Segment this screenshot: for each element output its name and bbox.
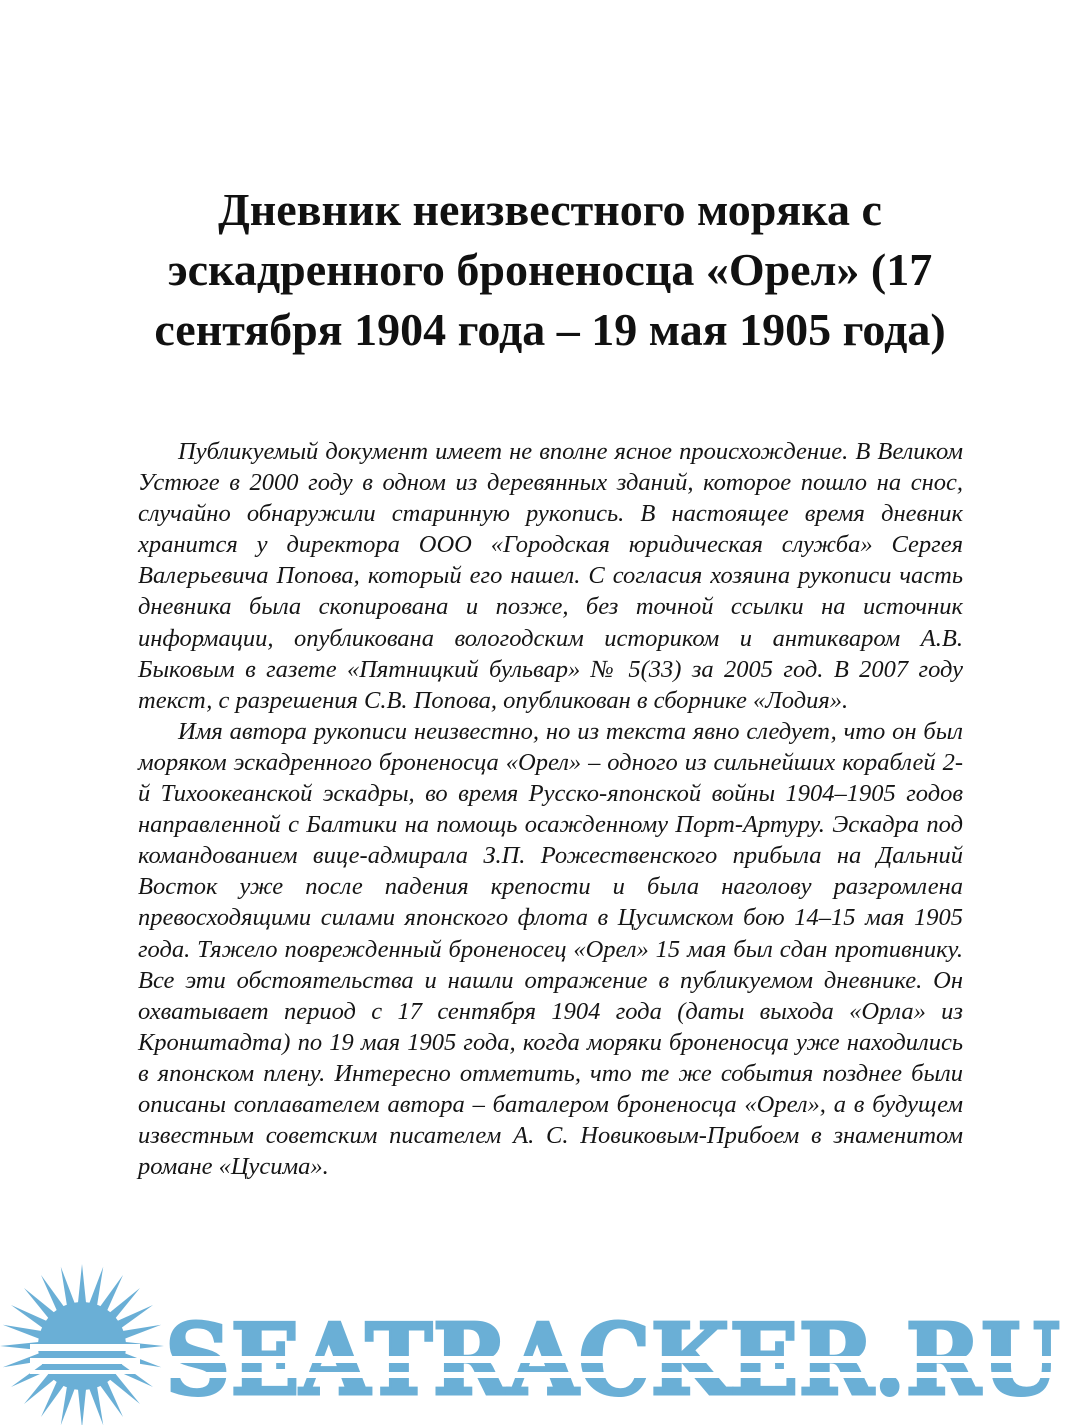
sun-ray [61, 1383, 76, 1425]
sun-ray [88, 1383, 103, 1425]
watermark-logo [165, 1282, 1065, 1422]
sun-ray [88, 1267, 103, 1309]
sun-ray [119, 1325, 161, 1340]
sun-ray [78, 1264, 87, 1306]
sun-ray [78, 1386, 87, 1425]
paragraph-origin: Публикуемый документ имеет не вполне ясное происхождение. В Великом Устюге в 2000 году в одном из деревянных зданий, которое пошло на снос, случайно обнаружили старинную рукопись. В настоящее время дневник хранится у директора ООО «Городская юридическая служба» Сергея Валерьевича Попова, который его нашел. С согласия хозяина рукописи часть дневника была скопирована и позже, без точной ссылки на источник информации, опубликована вологодским историком и антикваром А.В. Быковым в газете «Пятницкий бульвар» № 5(33) за 2005 год. В 2007 году текст, с разрешения С.В. Попова, опубликован в сборнике «Лодия». [138, 438, 963, 714]
sun-icon [0, 1262, 170, 1425]
watermark [0, 1262, 1080, 1425]
sun-ray [61, 1267, 76, 1309]
document-title: Дневник неизвестного моряка с эскадренного броненосца «Орел» (17 сентября 1904 года – 19 мая 1905 года) [154, 184, 946, 355]
sun-ray [3, 1325, 45, 1340]
paragraph-author: Имя автора рукописи неизвестно, но из текста явно следует, что он был моряком эскадренного броненосца «Орел» – одного из сильнейших кораблей 2-й Тихоокеанской эскадры, во время Русско-японской войны 1904–1905 годов направленной с Балтики на помощь осажденному Порт-Артуру. Эскадра под командованием вице-адмирала З.П. Рожественского прибыла на Дальний Восток уже после падения крепости и была наголову разгромлена превосходящими силами японского флота в Цусимском бою 14–15 мая 1905 года. Тяжело поврежденный броненосец «Орел» 15 мая был сдан противнику. Все эти обстоятельства и нашли отражение в публикуемом дневнике. Он охватывает период с 17 сентября 1904 года (даты выхода «Орла» из Кронштадта) по 19 мая 1905 года, когда моряки броненосца уже находились в японском плену. Интересно отметить, что те же события позднее были описаны соплавателем автора – баталером броненосца «Орел», а в будущем известным советским писателем А. С. Новиковым-Прибоем в знаменитом романе «Цусима». [138, 717, 963, 1181]
document-body [138, 436, 963, 1182]
